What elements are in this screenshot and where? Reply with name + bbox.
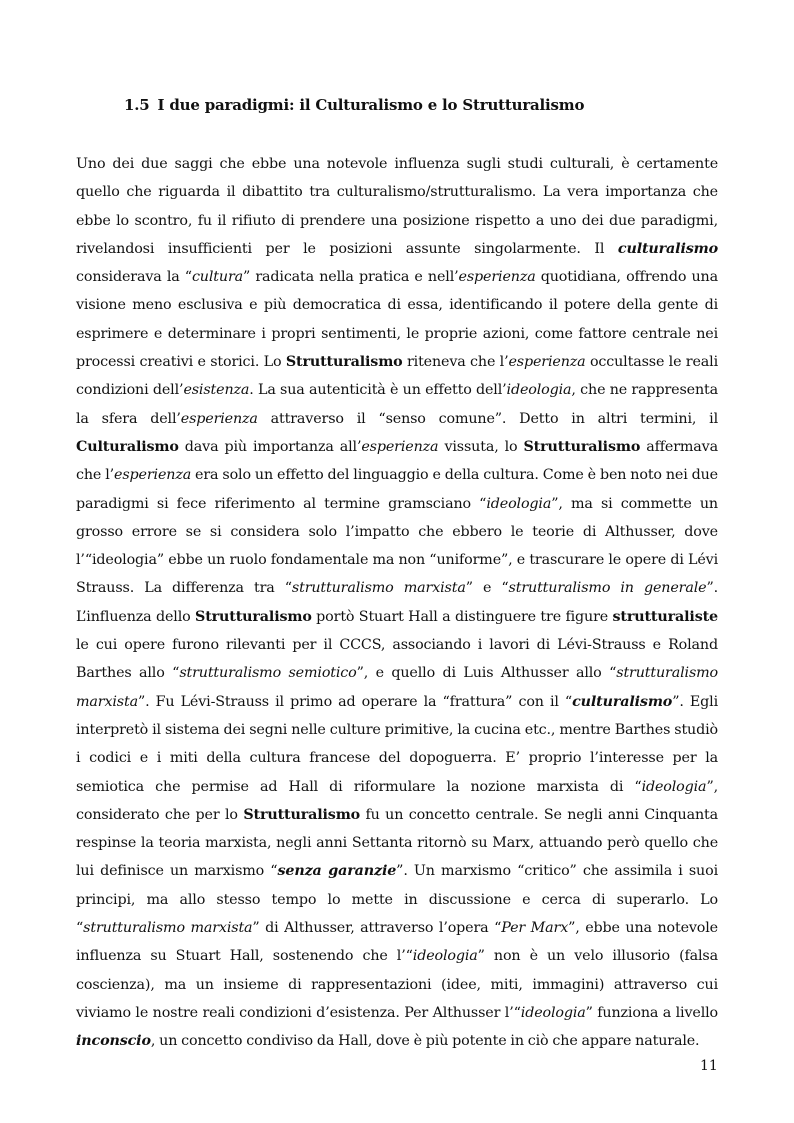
text-run: ” funziona a livello <box>585 1004 718 1021</box>
text-run: ” e “ <box>465 580 509 597</box>
section-number: 1.5 <box>124 96 150 114</box>
text-run: era solo un effetto del linguaggio e della cultura. Come è ben noto nei due paradigmi si fece riferimento al termine gramsciano “ <box>76 467 718 512</box>
emphasis-run: esperienza <box>114 467 192 484</box>
text-run: affermava che l’ <box>76 438 718 484</box>
emphasis-run: ideologia <box>641 778 707 795</box>
emphasis-run: culturalismo <box>617 240 718 257</box>
emphasis-run: strutturalismo semiotico <box>179 665 357 682</box>
text-run: ”, e quello di Luis Althusser allo “ <box>356 665 617 682</box>
text-run: ”. Egli interpretò il sistema dei segni nelle culture primitive, la cucina etc., mentre Barthes studiò i codici e i miti della cultura francese del dopoguerra. E’ proprio l’interesse per la semiotica che permise ad Hall di riformulare la nozione marxista di “ <box>76 693 718 795</box>
text-run: , un concetto condiviso da Hall, dove è più potente in ciò che appare naturale. <box>150 1033 700 1050</box>
text-run: ”. Un marxismo “critico” che assimila i suoi principi, ma allo stesso tempo lo mette in discussione e cerca di superarlo. Lo “ <box>76 863 718 937</box>
bold-run: Strutturalismo <box>195 608 312 625</box>
text-run: ”, considerato che per lo <box>76 778 718 823</box>
text-run: ” non è un velo illusorio (falsa coscienza), ma un insieme di rappresentazioni (idee, miti, immagini) attraverso cui viviamo le nostre reali condizioni d’esistenza. Per Althusser l’“ <box>76 948 718 1021</box>
text-run: occultasse le reali condizioni dell’ <box>76 354 718 399</box>
text-run: considerava la “ <box>76 269 192 286</box>
section-heading <box>124 96 584 114</box>
text-run: portò Stuart Hall a distinguere tre figure <box>311 608 613 625</box>
page-number: 11 <box>700 1058 718 1074</box>
emphasis-run: ideologia <box>412 948 478 965</box>
emphasis-run: strutturalismo marxista <box>83 920 253 937</box>
bold-run: strutturaliste <box>612 608 718 625</box>
emphasis-run: Per Marx <box>501 920 569 937</box>
text-run: ” radicata nella pratica e nell’ <box>243 269 459 286</box>
emphasis-run: esperienza <box>458 269 536 286</box>
text-run: . La sua autenticità è un effetto dell’ <box>249 382 507 399</box>
emphasis-run: strutturalismo marxista <box>291 580 466 597</box>
text-run: ”. L’influenza dello <box>76 580 718 625</box>
emphasis-run: inconscio <box>76 1033 151 1050</box>
text-run: ” di Althusser, attraverso l’opera “ <box>252 920 502 937</box>
text-run: le cui opere furono rilevanti per il CCCS, associando i lavori di Lévi-Strauss e Roland Barthes allo “ <box>76 637 718 682</box>
text-run: ”. Fu Lévi-Strauss il primo ad operare la “frattura” con il “ <box>137 693 573 710</box>
body-paragraph <box>76 150 718 1056</box>
emphasis-run: senza garanzie <box>277 863 397 880</box>
bold-run: Culturalismo <box>76 438 179 455</box>
bold-run: Strutturalismo <box>243 806 361 823</box>
emphasis-run: esperienza <box>180 410 258 427</box>
emphasis-run: ideologia <box>520 1004 586 1021</box>
emphasis-run: ideologia <box>486 495 552 512</box>
emphasis-run: ideologia <box>506 382 572 399</box>
text-run: attraverso il “senso comune”. Detto in altri termini, il <box>257 410 718 427</box>
text-run: Uno dei due saggi che ebbe una notevole influenza sugli studi culturali, è certamente quello che riguarda il dibattito tra culturalismo/strutturalismo. La vera importanza che ebbe lo scontro, fu il rifiuto di prendere una posizione rispetto a uno dei due paradigmi, rivelandosi insufficienti per le posizioni assunte singolarmente. Il <box>76 156 718 257</box>
emphasis-run: esistenza <box>183 382 250 399</box>
text-run: dava più importanza all’ <box>178 438 362 455</box>
text-run: vissuta, lo <box>438 438 524 455</box>
bold-run: Strutturalismo <box>285 354 403 371</box>
bold-run: Strutturalismo <box>523 438 641 455</box>
text-run: ”, ma si commette un grosso errore se si considera solo l’impatto che ebbero le teorie di Althusser, dove l’“ideologia” ebbe un ruolo fondamentale ma non “uniforme”, e trascurare le opere di Lévi Strauss. La differenza tra “ <box>76 495 718 597</box>
text-run: fu un concetto centrale. Se negli anni Cinquanta respinse la teoria marxista, negli anni Settanta ritornò su Marx, attuando però quello che lui definisce un marxismo “ <box>76 806 718 880</box>
emphasis-run: esperienza <box>361 438 439 455</box>
emphasis-run: strutturalismo in generale <box>508 580 707 597</box>
section-title: I due paradigmi: il Culturalismo e lo Strutturalismo <box>157 96 585 114</box>
text-run: , che ne rappresenta la sfera dell’ <box>76 382 718 427</box>
text-run: ”, ebbe una notevole influenza su Stuart Hall, sostenendo che l’“ <box>76 920 718 965</box>
text-run: quotidiana, offrendo una visione meno esclusiva e più democratica di essa, identificando il potere della gente di esprimere e determinare i propri sentimenti, le proprie azioni, come fattore centrale nei processi creativi e storici. Lo <box>76 269 718 371</box>
emphasis-run: strutturalismo marxista <box>76 665 718 710</box>
text-run: riteneva che l’ <box>402 354 509 371</box>
emphasis-run: cultura <box>191 269 244 286</box>
emphasis-run: esperienza <box>508 354 586 371</box>
emphasis-run: culturalismo <box>572 693 673 710</box>
